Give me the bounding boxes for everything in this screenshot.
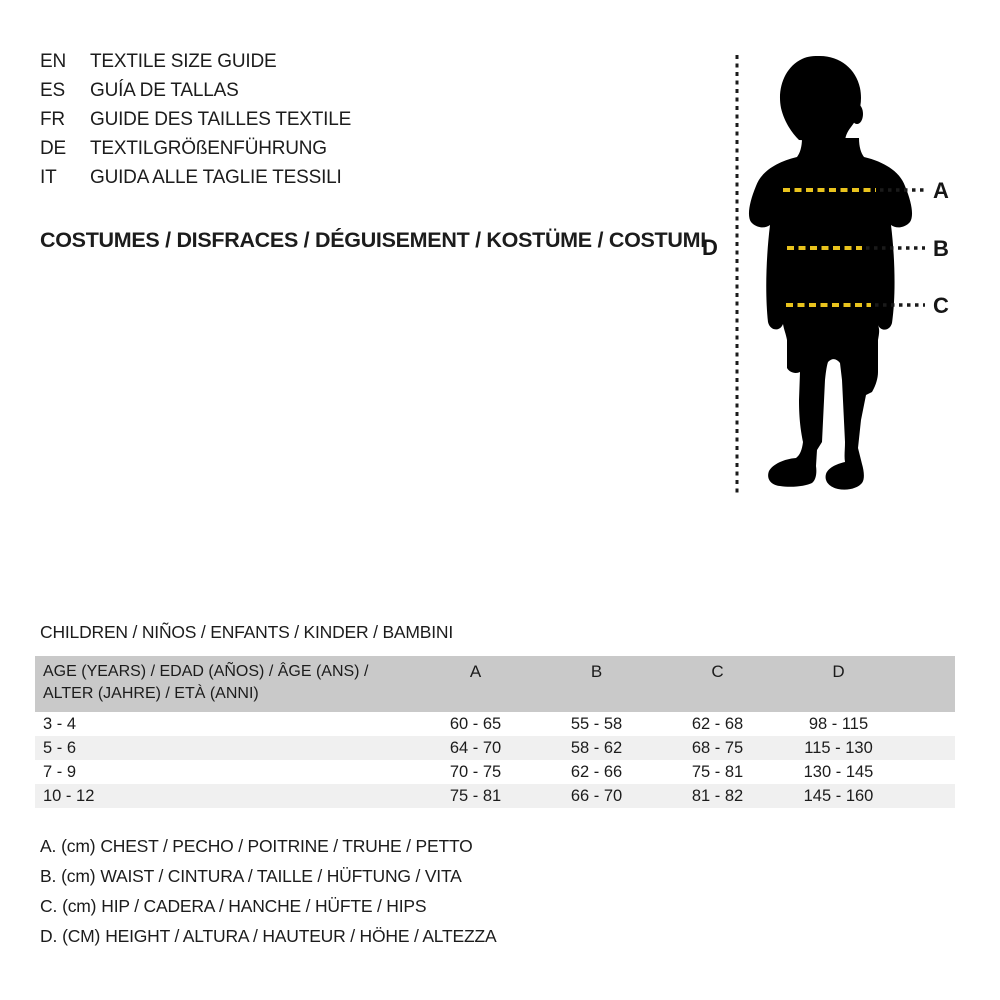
child-silhouette-head	[780, 56, 861, 142]
legend-letter: C.	[40, 895, 58, 916]
language-title: TEXTILGRÖßENFÜHRUNG	[90, 137, 327, 159]
legend-unit: (cm)	[61, 865, 96, 886]
legend-letter: D.	[40, 925, 58, 946]
legend-row-height	[40, 921, 496, 951]
table-header-row	[35, 656, 955, 712]
marker-label-d: D	[702, 235, 718, 260]
table-row	[35, 784, 955, 808]
hip-cell: 81 - 82	[691, 786, 744, 805]
column-header-b: B	[590, 662, 603, 681]
legend-letter: B.	[40, 865, 57, 886]
marker-label-c: C	[933, 293, 949, 318]
waist-cell: 55 - 58	[570, 714, 623, 733]
age-cell: 3 - 4	[43, 714, 77, 733]
legend-unit: (cm)	[61, 835, 96, 856]
language-row-fr	[40, 105, 351, 134]
height-cell: 98 - 115	[808, 714, 869, 733]
language-row-en	[40, 47, 351, 76]
legend-row-waist	[40, 861, 496, 891]
age-cell: 10 - 12	[43, 786, 95, 805]
height-cell: 145 - 160	[803, 786, 874, 805]
language-code: ES	[40, 79, 65, 101]
legend-label: HIP / CADERA / HANCHE / HÜFTE / HIPS	[101, 895, 427, 916]
age-header-line1: AGE (YEARS) / EDAD (AÑOS) / ÂGE (ANS) /	[43, 663, 369, 680]
language-title: GUIDA ALLE TAGLIE TESSILI	[90, 166, 342, 188]
table-row	[35, 736, 955, 760]
column-header-d: D	[832, 662, 845, 681]
age-column-header	[35, 661, 415, 712]
height-cell: 115 - 130	[804, 738, 873, 757]
legend-unit: (CM)	[62, 925, 101, 946]
language-row-it	[40, 163, 351, 192]
language-row-de	[40, 134, 351, 163]
chest-cell: 70 - 75	[449, 762, 502, 781]
language-title: TEXTILE SIZE GUIDE	[90, 50, 277, 72]
waist-cell: 66 - 70	[570, 786, 623, 805]
legend-label: HEIGHT / ALTURA / HAUTEUR / HÖHE / ALTEZZA	[105, 925, 497, 946]
legend-letter: A.	[40, 835, 57, 856]
legend-row-chest	[40, 831, 496, 861]
chest-cell: 75 - 81	[449, 786, 502, 805]
hip-cell: 68 - 75	[691, 738, 744, 757]
age-cell: 7 - 9	[43, 762, 77, 781]
measurement-figure	[690, 40, 970, 510]
chest-cell: 60 - 65	[449, 714, 502, 733]
age-cell: 5 - 6	[43, 738, 77, 757]
language-title: GUÍA DE TALLAS	[90, 79, 239, 101]
legend-label: WAIST / CINTURA / TAILLE / HÜFTUNG / VITA	[100, 865, 462, 886]
legend-row-hip	[40, 891, 496, 921]
height-cell: 130 - 145	[803, 762, 874, 781]
section-children-title: CHILDREN / NIÑOS / ENFANTS / KINDER / BAMBINI	[40, 622, 454, 642]
category-title: COSTUMES / DISFRACES / DÉGUISEMENT / KOSTÜME / COSTUMI	[40, 228, 706, 252]
marker-label-b: B	[933, 236, 949, 261]
language-title: GUIDE DES TAILLES TEXTILE	[90, 108, 352, 130]
waist-cell: 62 - 66	[570, 762, 623, 781]
table-body	[35, 712, 955, 808]
table-row	[35, 760, 955, 784]
ear-shape	[851, 104, 863, 124]
legend-label: CHEST / PECHO / POITRINE / TRUHE / PETTO	[100, 835, 473, 856]
language-row-es	[40, 76, 351, 105]
column-header-c: C	[711, 662, 724, 681]
children-size-table	[35, 656, 955, 808]
table-row	[35, 712, 955, 736]
language-title-list	[40, 47, 351, 192]
legend-unit: (cm)	[62, 895, 97, 916]
waist-cell: 58 - 62	[570, 738, 623, 757]
language-code: IT	[40, 166, 57, 188]
marker-label-a: A	[933, 178, 949, 203]
age-header-line2: ALTER (JAHRE) / ETÀ (ANNI)	[43, 685, 259, 702]
language-code: EN	[40, 50, 66, 72]
hip-cell: 75 - 81	[691, 762, 744, 781]
column-header-a: A	[469, 662, 482, 681]
language-code: DE	[40, 137, 66, 159]
language-code: FR	[40, 108, 65, 130]
measure-legend	[40, 831, 496, 951]
hip-cell: 62 - 68	[691, 714, 744, 733]
chest-cell: 64 - 70	[449, 738, 502, 757]
